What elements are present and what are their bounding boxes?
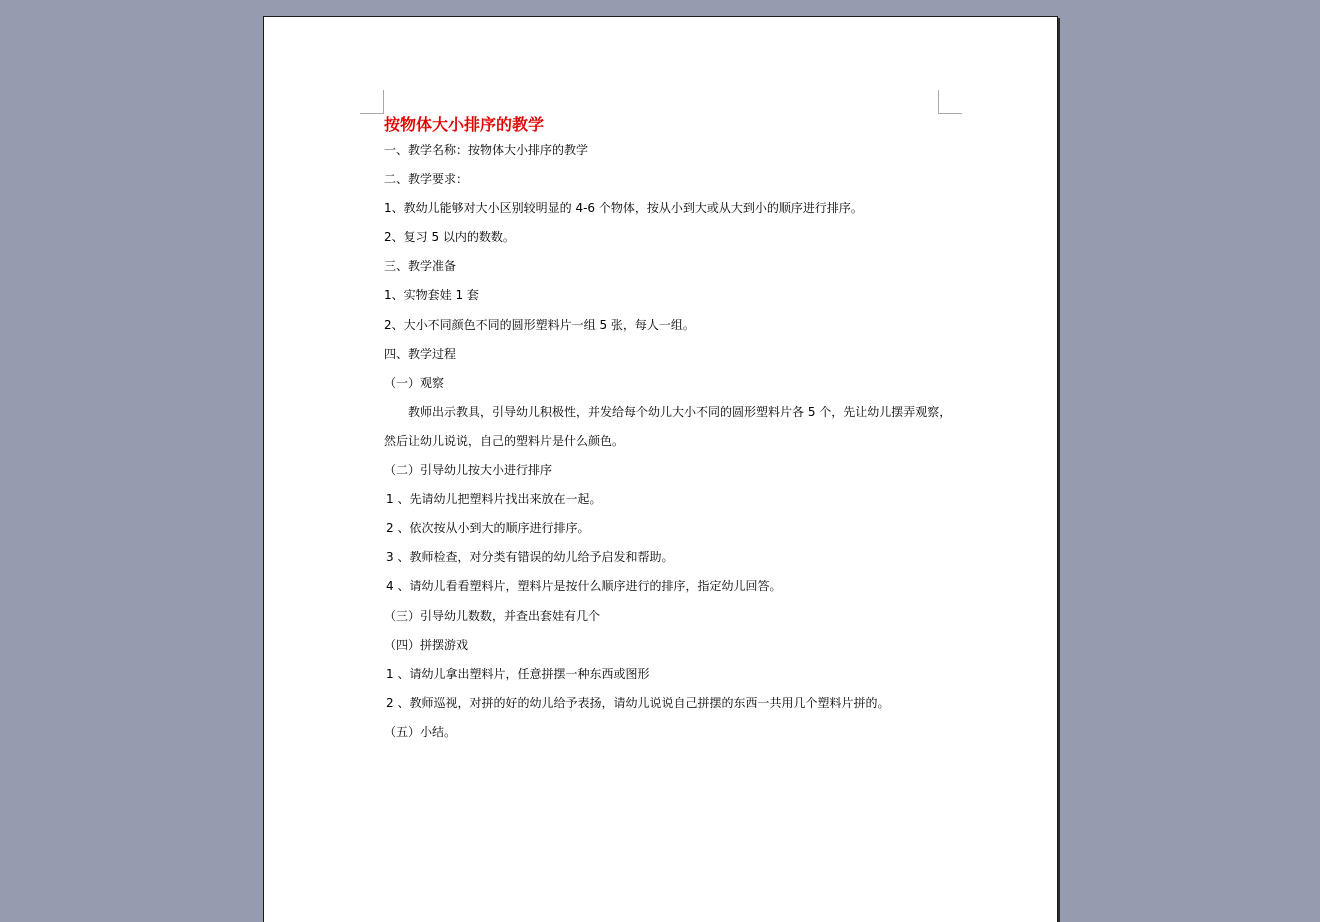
paragraph: 2 、教师巡视，对拼的好的幼儿给予表扬，请幼儿说说自己拼摆的东西一共用几个塑料片拼的。 (386, 695, 890, 710)
crop-mark-top-left (360, 90, 384, 114)
paragraph: 2、复习 5 以内的数数。 (384, 230, 515, 245)
paragraph: 1 、请幼儿拿出塑料片，任意拼摆一种东西或图形 (386, 666, 650, 681)
paragraph: （二）引导幼儿按大小进行排序 (384, 463, 553, 478)
paragraph-list (384, 143, 952, 740)
paragraph: 4 、请幼儿看看塑料片，塑料片是按什么顺序进行的排序，指定幼儿回答。 (386, 579, 782, 594)
paragraph: （四）拼摆游戏 (384, 637, 469, 652)
paragraph: 然后让幼儿说说，自己的塑料片是什么颜色。 (384, 433, 625, 448)
paragraph: 2、大小不同颜色不同的圆形塑料片一组 5 张，每人一组。 (384, 317, 695, 332)
paragraph: 1 、先请幼儿把塑料片找出来放在一起。 (386, 492, 602, 507)
paragraph: 1、实物套娃 1 套 (384, 288, 479, 303)
paragraph: （五）小结。 (384, 724, 457, 739)
page-content (384, 114, 952, 754)
paragraph: 四、教学过程 (384, 346, 457, 361)
paragraph: 一、教学名称：按物体大小排序的教学 (384, 143, 589, 157)
document-title: 按物体大小排序的教学 (384, 115, 545, 134)
document-page (263, 16, 1058, 922)
paragraph: 三、教学准备 (384, 259, 457, 274)
paragraph: 1、教幼儿能够对大小区别较明显的 4-6 个物体，按从小到大或从大到小的顺序进行排序。 (384, 201, 863, 216)
paragraph: 2 、依次按从小到大的顺序进行排序。 (386, 521, 590, 536)
crop-mark-top-right (938, 90, 962, 114)
paragraph: （一）观察 (384, 375, 445, 390)
paragraph: 3 、教师检查，对分类有错误的幼儿给予启发和帮助。 (386, 550, 674, 565)
paragraph: （三）引导幼儿数数，并查出套娃有几个 (384, 608, 601, 623)
paragraph: 二、教学要求： (384, 172, 469, 187)
paragraph: 教师出示教具，引导幼儿积极性，并发给每个幼儿大小不同的圆形塑料片各 5 个，先让幼儿摆弄观察， (408, 404, 952, 419)
